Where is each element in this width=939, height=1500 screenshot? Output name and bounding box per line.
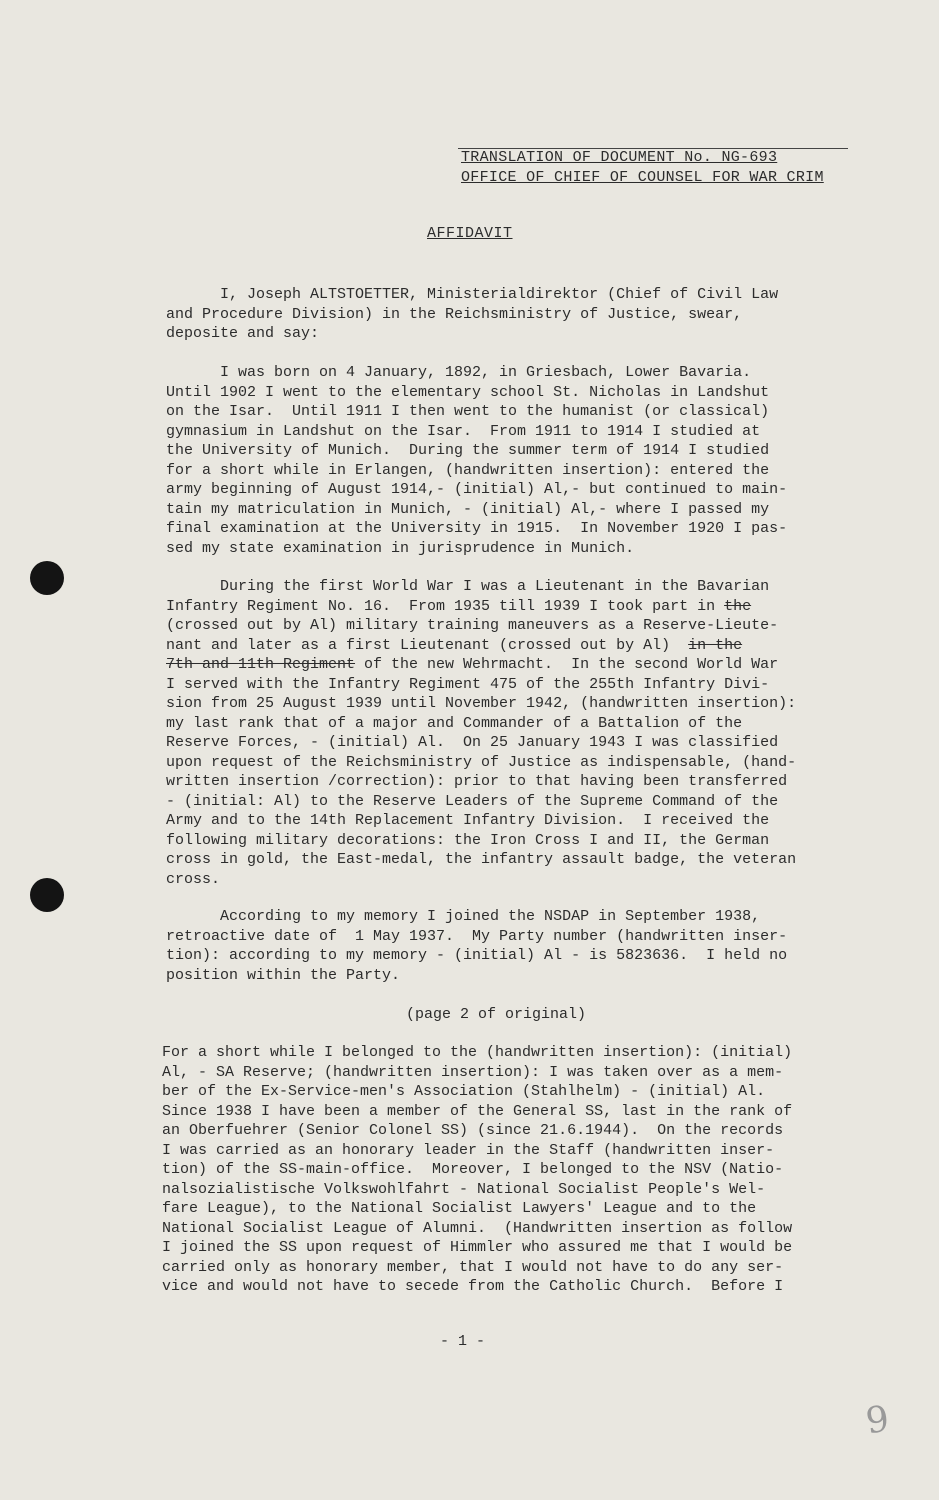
punch-hole xyxy=(30,561,64,595)
translation-line: TRANSLATION OF DOCUMENT No. NG-693 xyxy=(461,149,778,166)
handwritten-mark: 9 xyxy=(863,1398,892,1443)
page-marker: (page 2 of original) xyxy=(406,1006,587,1023)
office-line: OFFICE OF CHIEF OF COUNSEL FOR WAR CRIM xyxy=(461,169,824,186)
struck-text: the xyxy=(724,597,752,615)
page-title: AFFIDAVIT xyxy=(427,225,513,242)
paragraph-organizations: For a short while I belonged to the (handwritten insertion): (initial) Al, - SA Reserve; (handwritten insertion): I was taken over as a mem- ber of the Ex-Service-men's Association (Stahlhelm) - (initial) Al. Since 1938 I have been a member of the General SS, last in the rank of an Oberfuehrer (Senior Colonel SS) (since 21.6.1944). On the records I was carried as an honorary leader in the Staff (handwritten inser- tion) of the SS-main-office. Moreover, I belonged to the NSV (Natio- nalsozialistische Volkswohlfahrt - National Socialist People's Wel- fare League), to the National Socialist Lawyers' League and to the National Socialist League of Alumni. (Handwritten insertion as follow I joined the SS upon request of Himmler who assured me that I would be carried only as honorary member, that I would not have to do any ser- vice and would not have to secede from the Catholic Church. Before I xyxy=(162,1044,793,1295)
struck-text: 7th and 11th Regiment xyxy=(166,656,356,673)
paragraph-party-membership: According to my memory I joined the NSDAP in September 1938, retroactive date of 1 May 1937. My Party number (handwritten inser- tion): according to my memory - (initial) Al - is 5823636. I held no position within the Party. xyxy=(166,908,788,984)
punch-hole xyxy=(30,878,64,912)
intro-paragraph: I, Joseph ALTSTOETTER, Ministerialdirektor (Chief of Civil Law and Procedure Division) in the Reichsministry of Justice, swear, deposite and say: xyxy=(166,286,779,342)
page-number: - 1 - xyxy=(440,1333,486,1350)
paragraph-birth-education: I was born on 4 January, 1892, in Griesbach, Lower Bavaria. Until 1902 I went to the elementary school St. Nicholas in Landshut on the Isar. Until 1911 I then went to the humanist (or classical) gymnasium in Landshut on the Isar. From 1911 to 1914 I studied at the University of Munich. During the summer term of 1914 I studied for a short while in Erlangen, (handwritten insertion): entered the army beginning of August 1914,- (initial) Al,- but continued to main- tain my matriculation in Munich, - (initial) Al,- where I passed my final examination at the University in 1915. In November 1920 I pas- sed my state examination in jurisprudence in Munich. xyxy=(166,364,788,557)
paragraph-military-service: During the first World War I was a Lieutenant in the Bavarian Infantry Regiment No. 16. From 1935 till 1939 I took part in the (crossed out by Al) military training maneuvers as a Reserve-Lieute- nant and later as a first Lieutenant (crossed out by Al) in the 7th and 11th Regiment of the new Wehrmacht. In the second World War I served with the Infantry Regiment 475 of the 255th Infantry Divi- sion from 25 August 1939 until November 1942, (handwritten insertion): my last rank that of a major and Commander of a Battalion of the Reserve Forces, - (initial) Al. On 25 January 1943 I was classified upon request of the Reichsministry of Justice as indispensable, (hand- written insertion /correction): prior to that having been transferred - (initial: Al) to the Reserve Leaders of the Supreme Command of the Army and to the 14th Replacement Infantry Division. I received the following military decorations: the Iron Cross I and II, the German cross in gold, the East-medal, the infantry assault badge, the veteran cross. xyxy=(166,578,797,888)
struck-text: in the xyxy=(688,636,743,654)
